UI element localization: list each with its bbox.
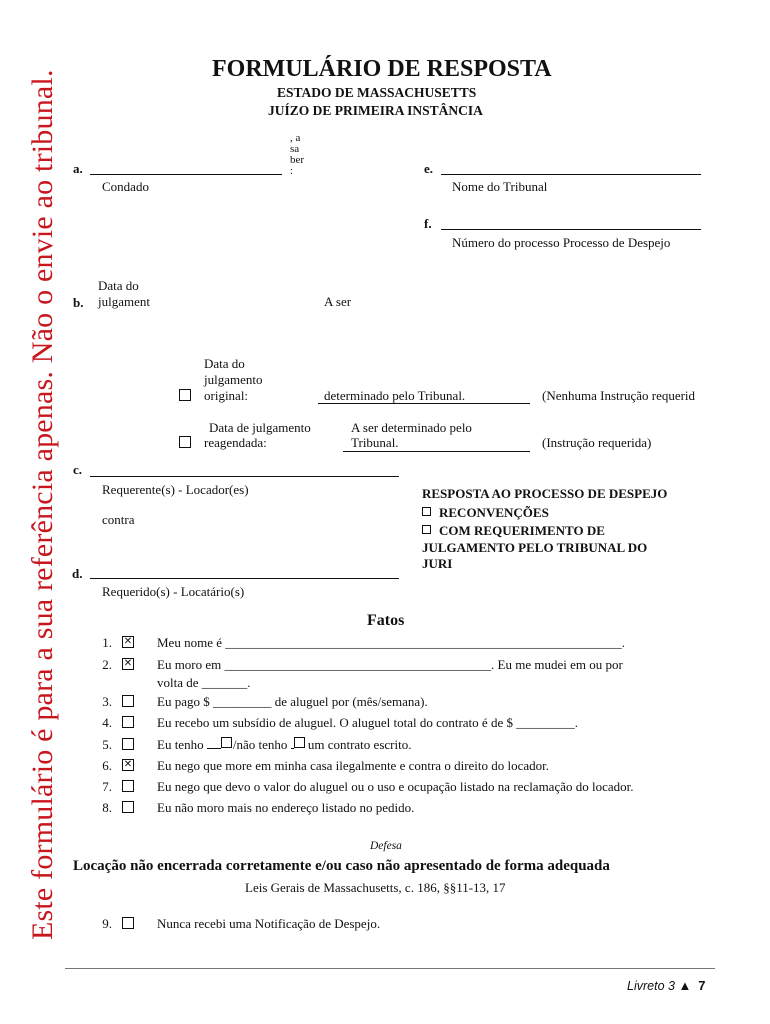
defense-law: Leis Gerais de Massachusetts, c. 186, §§11-13, 17 [245, 880, 506, 895]
field-f-label: f. [424, 216, 432, 231]
plaintiffs-input-line[interactable] [90, 476, 399, 477]
versus-caption: contra [102, 512, 135, 527]
no-instruction-caption: (Nenhuma Instrução requerid [542, 388, 696, 403]
fact-2-text: Eu moro em _________________________________________. Eu me mudei em ou por [157, 657, 623, 672]
to-be-determined-caption-1: A ser determinado pelo [351, 420, 472, 435]
jury-trial-option[interactable]: COM REQUERIMENTO DE [422, 523, 605, 539]
footer-divider [65, 968, 715, 969]
rescheduled-date-checkbox[interactable] [179, 436, 191, 448]
original-date-checkbox[interactable] [179, 389, 191, 401]
case-number-input-line[interactable] [441, 229, 701, 230]
has-contract-checkbox[interactable] [221, 737, 232, 748]
orig-date-caption-2: julgamento [204, 372, 263, 387]
fact-4-checkbox[interactable] [122, 716, 134, 728]
fact-2-text-cont: volta de _______. [157, 675, 251, 690]
court-name-input-line[interactable] [441, 174, 701, 175]
determined-caption: determinado pelo Tribunal. [324, 388, 466, 403]
fact-2-number: 2. [102, 657, 112, 672]
form-title: FORMULÁRIO DE RESPOSTA [212, 56, 552, 82]
original-date-line[interactable] [318, 403, 530, 404]
fact-4-number: 4. [102, 715, 112, 730]
fact-1-checkbox[interactable]: ✕ [123, 636, 133, 647]
county-input-line[interactable] [90, 174, 282, 175]
page-footer [627, 978, 706, 993]
fact-8-checkbox[interactable] [122, 801, 134, 813]
fact-5-text: Eu tenho /não tenho um contrato escrito. [157, 737, 412, 752]
fact-8-text: Eu não moro mais no endereço listado no pedido. [157, 800, 415, 815]
jury-trial-checkbox[interactable] [422, 525, 431, 534]
facts-heading: Fatos [367, 612, 405, 629]
fact-6-text: Eu nego que more em minha casa ilegalmente e contra o direito do locador. [157, 758, 550, 773]
fact-8-number: 8. [102, 800, 112, 815]
jury-trial-caption-3: JURI [422, 556, 453, 571]
counterclaims-checkbox[interactable] [422, 507, 431, 516]
fact-7-checkbox[interactable] [122, 780, 134, 792]
resched-caption-1: Data de julgamento [209, 420, 311, 435]
fact-4-text: Eu recebo um subsídio de aluguel. O aluguel total do contrato é de $ _________. [157, 715, 578, 730]
fact-9-checkbox[interactable] [122, 917, 134, 929]
state-heading: ESTADO DE MASSACHUSETTS [277, 85, 477, 100]
defendants-caption: Requerido(s) - Locatário(s) [102, 584, 245, 599]
fact-7-number: 7. [102, 779, 112, 794]
triangle-icon: ▲ [678, 978, 692, 993]
defense-heading: Locação não encerrada corretamente e/ou caso não apresentado de forma adequada [73, 858, 610, 874]
instruction-caption: (Instrução requerida) [542, 435, 652, 450]
field-b-label: b. [73, 295, 84, 310]
jury-trial-caption-2: JULGAMENTO PELO TRIBUNAL DO [422, 540, 648, 555]
resched-caption-2: reagendada: [204, 435, 267, 450]
defendants-input-line[interactable] [90, 578, 399, 579]
fact-3-number: 3. [102, 694, 112, 709]
field-a-label: a. [73, 161, 83, 176]
court-name-caption: Nome do Tribunal [452, 179, 548, 194]
a-saber-text: , a sa ber : [290, 132, 305, 177]
judgment-date-caption-2: julgament [98, 294, 150, 309]
field-e-label: e. [424, 161, 434, 176]
to-be-determined-caption-2: Tribunal. [351, 435, 399, 450]
fact-1-text: Meu nome é _____________________________________________________________. [157, 635, 625, 650]
plaintiffs-caption: Requerente(s) - Locador(es) [102, 482, 249, 497]
fact-7-text: Eu nego que devo o valor do aluguel ou o uso e ocupação listado na reclamação do locador. [157, 779, 634, 794]
fact-2-checkbox[interactable]: ✕ [123, 658, 133, 669]
fact-3-checkbox[interactable] [122, 695, 134, 707]
fact-3-text: Eu pago $ _________ de aluguel por (mês/semana). [157, 694, 428, 709]
fact-6-number: 6. [102, 758, 112, 773]
fact-9-number: 9. [102, 916, 112, 931]
county-caption: Condado [102, 179, 149, 194]
to-be-caption: A ser [324, 294, 352, 309]
fact-5-number: 5. [102, 737, 112, 752]
fact-1-number: 1. [102, 635, 112, 650]
court-heading: JUÍZO DE PRIMEIRA INSTÂNCIA [268, 103, 483, 118]
fact-5-checkbox[interactable] [122, 738, 134, 750]
rescheduled-date-line[interactable] [343, 451, 530, 452]
response-heading: RESPOSTA AO PROCESSO DE DESPEJO [422, 486, 668, 501]
case-number-caption: Número do processo Processo de Despejo [452, 235, 671, 250]
fact-6-checkbox[interactable]: ✕ [123, 759, 133, 770]
orig-date-caption-1: Data do [204, 356, 245, 371]
judgment-date-caption-1: Data do [98, 278, 139, 293]
no-contract-checkbox[interactable] [294, 737, 305, 748]
page-number: 7 [698, 978, 706, 993]
reference-only-notice: Este formulário é para a sua referência apenas. Não o envie ao tribunal. [26, 69, 59, 940]
field-d-label: d. [72, 566, 83, 581]
defense-label: Defesa [370, 840, 402, 852]
fact-9-text: Nunca recebi uma Notificação de Despejo. [157, 916, 381, 931]
booklet-label: Livreto 3 [627, 979, 675, 993]
field-c-label: c. [73, 462, 83, 477]
counterclaims-option[interactable]: RECONVENÇÕES [422, 505, 549, 521]
orig-date-caption-3: original: [204, 388, 249, 403]
